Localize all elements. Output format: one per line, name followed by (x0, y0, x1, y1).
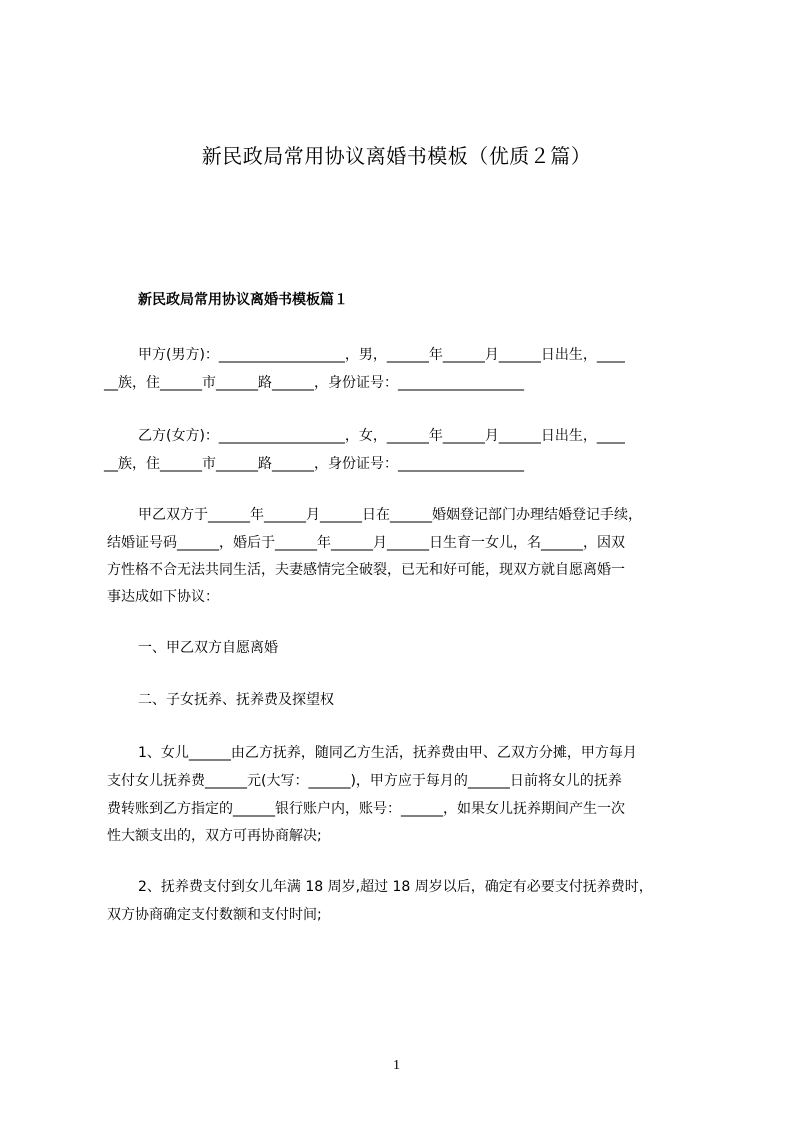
party-a-line-1: 甲方(男方)：__________________，男，______年______月______日出生，____ (138, 347, 625, 363)
marriage-info-line-4: 事达成如下协议： (107, 589, 219, 605)
clause-1-heading: 一、甲乙双方自愿离婚 (138, 640, 278, 656)
marriage-info-line-3: 方性格不合无法共同生活，夫妻感情完全破裂，已无和好可能，现双方就自愿离婚一 (107, 562, 625, 578)
party-b-line-1: 乙方(女方)：__________________，女，______年______月______日出生，____ (138, 428, 625, 444)
clause-2-item-1-line-1: 1、女儿______由乙方抚养，随同乙方生活，抚养费由甲、乙双方分摊，甲方每月 (138, 745, 637, 761)
party-a-line-2: __族，住______市______路______，身份证号：__________________ (104, 375, 524, 391)
clause-2-heading: 二、子女抚养、抚养费及探望权 (138, 692, 334, 708)
document-title: 新民政局常用协议离婚书模板（优质２篇） (201, 144, 592, 168)
marriage-info-line-2: 结婚证号码______，婚后于______年______月______日生育一女儿，名______，因双 (107, 535, 625, 551)
clause-2-item-1-line-4: 性大额支出的，双方可再协商解决; (107, 828, 322, 844)
clause-2-item-1-line-2: 支付女儿抚养费______元(大写：______)，甲方应于每月的______日前将女儿的抚养 (107, 773, 622, 789)
clause-2-item-2-line-2: 双方协商确定支付数额和支付时间; (107, 907, 322, 923)
marriage-info-line-1: 甲乙双方于______年______月______日在______婚姻登记部门办理结婚登记手续， (138, 507, 642, 523)
clause-2-item-1-line-3: 费转账到乙方指定的______银行账户内，账号：______，如果女儿抚养期间产生一次 (107, 801, 625, 817)
clause-2-item-2-line-1: 2、抚养费支付到女儿年满 18 周岁,超过 18 周岁以后，确定有必要支付抚养费时， (138, 879, 653, 895)
section-title: 新民政局常用协议离婚书模板篇１ (138, 292, 348, 308)
party-b-line-2: __族，住______市______路______，身份证号：__________________ (104, 456, 524, 472)
page-number: 1 (393, 1058, 400, 1073)
